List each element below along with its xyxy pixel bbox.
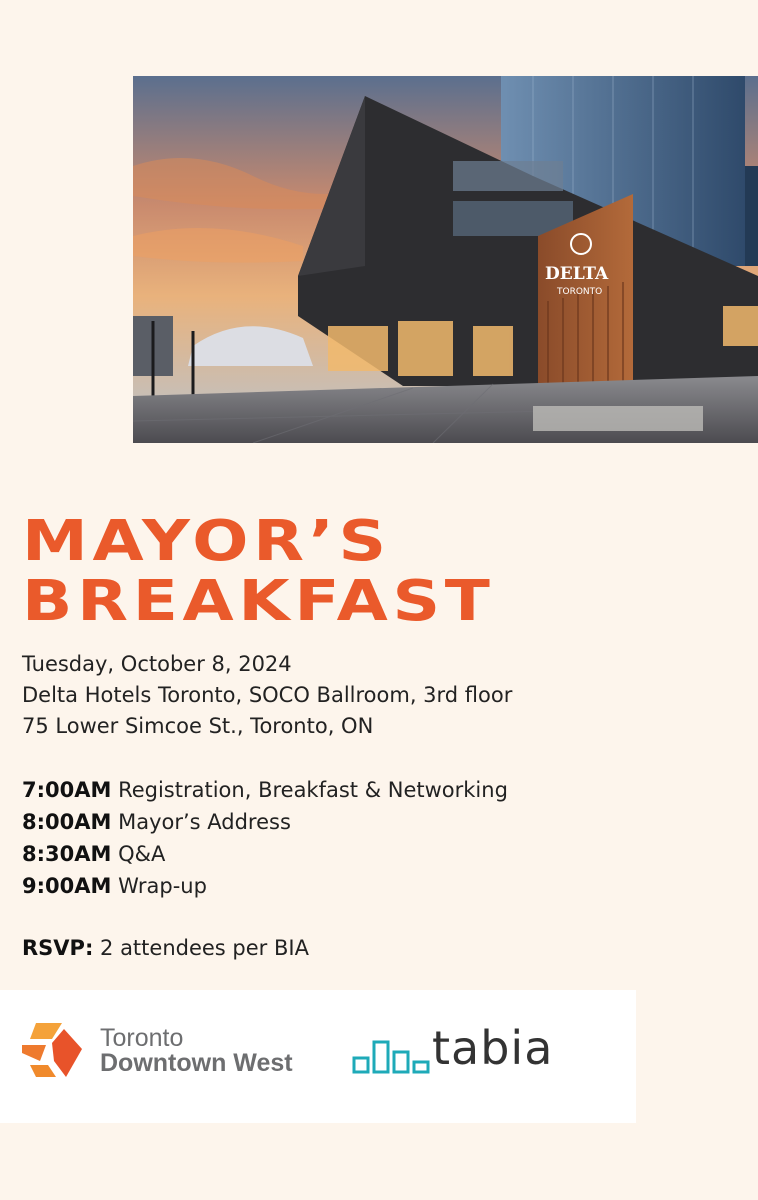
event-title-line1: MAYOR’S xyxy=(22,509,391,574)
sign-city: TORONTO xyxy=(557,287,603,297)
agenda-description: Wrap-up xyxy=(118,874,207,898)
rsvp-text: 2 attendees per BIA xyxy=(100,936,309,960)
agenda-time: 7:00AM xyxy=(22,778,112,802)
agenda-item xyxy=(22,806,508,838)
tdw-line2: Downtown West xyxy=(100,1049,293,1077)
agenda-time: 8:00AM xyxy=(22,810,112,834)
venue-photo xyxy=(133,76,758,443)
agenda-item xyxy=(22,838,508,870)
agenda-item xyxy=(22,774,508,806)
toronto-downtown-west-wordmark xyxy=(100,1026,293,1076)
agenda-time: 8:30AM xyxy=(22,842,112,866)
agenda-description: Mayor’s Address xyxy=(118,810,291,834)
agenda-description: Registration, Breakfast & Networking xyxy=(118,778,508,802)
event-venue: Delta Hotels Toronto, SOCO Ballroom, 3rd floor xyxy=(22,683,513,707)
event-title xyxy=(22,509,495,634)
tabia-logo-icon xyxy=(352,1038,430,1074)
event-details xyxy=(22,649,512,742)
toronto-downtown-west-logo-icon xyxy=(22,1020,84,1080)
rsvp xyxy=(22,933,309,963)
tdw-line1: Toronto xyxy=(100,1024,184,1052)
agenda xyxy=(22,774,508,902)
sponsor-logos xyxy=(0,990,636,1123)
tabia-wordmark: tabia xyxy=(432,1021,554,1075)
event-address: 75 Lower Simcoe St., Toronto, ON xyxy=(22,714,374,738)
rsvp-label: RSVP: xyxy=(22,936,94,960)
agenda-description: Q&A xyxy=(118,842,166,866)
event-title-line2: BREAKFAST xyxy=(22,569,495,634)
event-date: Tuesday, October 8, 2024 xyxy=(22,652,292,676)
agenda-item xyxy=(22,870,508,902)
sign-brand: DELTA xyxy=(545,264,609,284)
agenda-time: 9:00AM xyxy=(22,874,112,898)
